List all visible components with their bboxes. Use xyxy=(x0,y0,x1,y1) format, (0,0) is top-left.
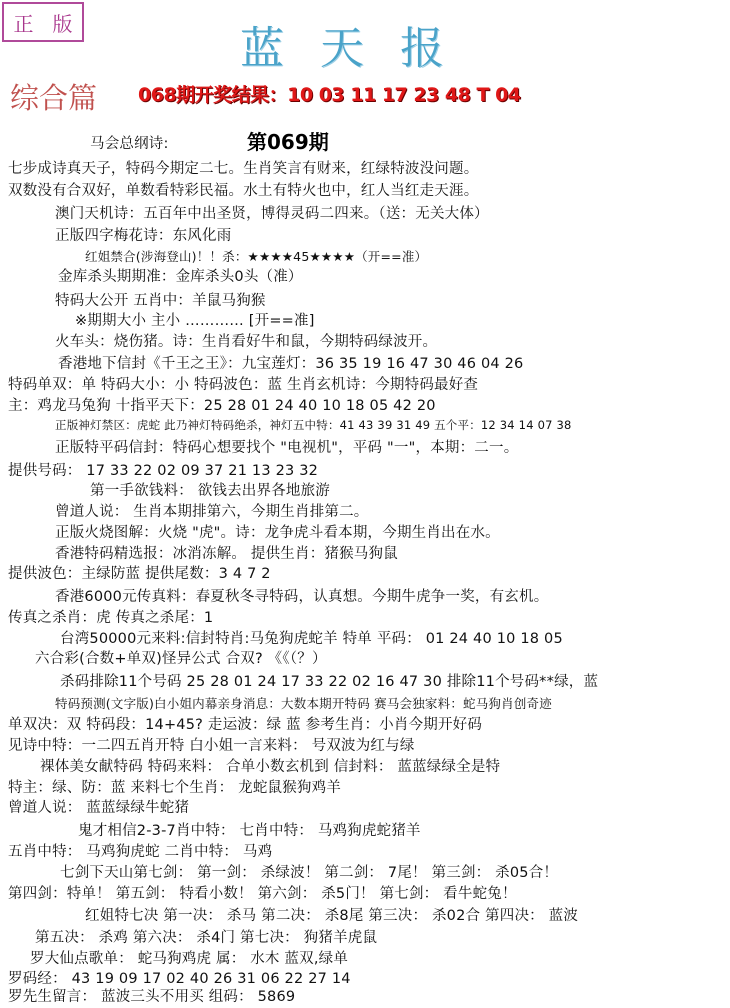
text-line: 香港6000元传真料：春夏秋冬寻特码，认真想。今期牛虎争一奖，有玄机。 xyxy=(55,589,549,605)
text-line: 主：鸡龙马兔狗 十指平天下：25 28 01 24 40 10 18 05 42 20 xyxy=(8,398,436,414)
text-line: 特主：绿、防：蓝 来料七个生肖： 龙蛇鼠猴狗鸡羊 xyxy=(8,780,342,796)
text-line: 单双决：双 特码段：14+45? 走运波：绿 蓝 参考生肖：小肖今期开好码 xyxy=(8,717,483,733)
text-line: 罗码经： 43 19 09 17 02 40 26 31 06 22 27 14 xyxy=(8,971,351,987)
text-line: 第一手欲钱料： 欲钱去出界各地旅游 xyxy=(90,483,331,499)
text-line: 特码预测(文字版)白小姐内幕亲身消息：大数本期开特码 赛马会独家料：蛇马狗肖创奇迹 xyxy=(55,696,552,711)
text-line: 裸体美女献特码 特码来料： 合单小数玄机到 信封料： 蓝蓝绿绿全是特 xyxy=(40,759,501,775)
text-line: 曾道人说： 生肖本期排第六，今期生肖排第二。 xyxy=(55,504,369,520)
draw-result: 068期开奖结果：10 03 11 17 23 48 T 04 xyxy=(138,84,521,106)
text-line: 正版四字梅花诗：东风化雨 xyxy=(55,228,232,244)
text-line: ※期期大小 主小 ………… [开==准] xyxy=(75,313,315,329)
text-line: 鬼才相信2-3-7肖中特： 七肖中特： 马鸡狗虎蛇猪羊 xyxy=(78,823,421,839)
text-line: 提供波色：主绿防蓝 提供尾数：3 4 7 2 xyxy=(8,566,271,582)
text-line: 马会总纲诗: xyxy=(90,136,169,152)
text-line: 双数没有合双好，单数看特彩民福。水土有特火也中，红人当红走天涯。 xyxy=(8,183,479,199)
text-line: 台湾50000元来料:信封特肖:马兔狗虎蛇羊 特单 平码： 01 24 40 10 18 05 xyxy=(60,631,563,647)
text-line: 罗大仙点歌单： 蛇马狗鸡虎 属： 水木 蓝双,绿单 xyxy=(30,951,349,967)
text-line: 传真之杀肖：虎 传真之杀尾：1 xyxy=(8,610,214,626)
text-line: 提供号码： 17 33 22 02 09 37 21 13 23 32 xyxy=(8,463,319,479)
text-line: 香港地下信封《千王之王》：九宝莲灯：36 35 19 16 47 30 46 04 26 xyxy=(58,356,524,372)
text-line: 正版特平码信封：特码心想要找个 "电视机"，平码 "一"，本期：二一。 xyxy=(55,440,519,456)
newspaper-title: 蓝天报 xyxy=(240,23,480,74)
text-line: 罗先生留言： 蓝波三头不用买 组码： 5869 xyxy=(8,989,296,1005)
text-line: 杀码排除11个号码 25 28 01 24 17 33 22 02 16 47 30 排除11个号码**绿，蓝 xyxy=(60,674,599,690)
text-line: 火车头：烧伤猪。诗：生肖看好牛和鼠，今期特码绿波开。 xyxy=(55,334,438,350)
text-line: 金库杀头期期准：金库杀头0头（准） xyxy=(58,269,303,285)
text-line: 见诗中特：一二四五肖开特 白小姐一言来料： 号双波为红与绿 xyxy=(8,738,415,754)
stamp-char-right: 版 xyxy=(52,11,73,36)
text-line: 七步成诗真天子，特码今期定二七。生肖笑言有财来，红绿特波没问题。 xyxy=(8,161,479,177)
text-line: 第五决： 杀鸡 第六决： 杀4门 第七决： 狗猪羊虎鼠 xyxy=(35,930,378,946)
issue-number: 第069期 xyxy=(247,130,329,154)
text-line: 七剑下天山第七剑： 第一剑： 杀绿波！ 第二剑： 7尾！ 第三剑： 杀05合！ xyxy=(60,865,559,881)
text-line: 特码单双：单 特码大小：小 特码波色：蓝 生肖玄机诗：今期特码最好查 xyxy=(8,377,479,393)
section-label: 综合篇 xyxy=(10,81,98,115)
text-line: 第四剑：特单！ 第五剑： 特看小数！ 第六剑： 杀5门！ 第七剑： 看牛蛇兔！ xyxy=(8,886,517,902)
text-line: 特码大公开 五肖中：羊鼠马狗猴 xyxy=(55,293,266,309)
text-line: 正版神灯禁区：虎蛇 此乃神灯特码绝杀，神灯五中特：41 43 39 31 49 五个平：12 34 14 07 38 xyxy=(55,418,572,432)
stamp-char-left: 正 xyxy=(13,11,34,36)
text-line: 六合彩(合数+单双)怪异公式 合双? 《《（？） xyxy=(35,651,327,667)
text-line: 红姐禁合(涉海登山)！！杀：★★★★45★★★★（开==准） xyxy=(85,249,428,264)
text-line: 五肖中特： 马鸡狗虎蛇 二肖中特： 马鸡 xyxy=(8,844,273,860)
text-line: 正版火烧图解：火烧 "虎"。诗：龙争虎斗看本期，今期生肖出在水。 xyxy=(55,525,500,541)
text-line: 曾道人说： 蓝蓝绿绿牛蛇猪 xyxy=(8,800,190,816)
text-line: 香港特码精选报：冰消冻解。 提供生肖：猪猴马狗鼠 xyxy=(55,546,398,562)
text-line: 红姐特七决 第一决： 杀马 第二决： 杀8尾 第三决： 杀02合 第四决： 蓝波 xyxy=(85,908,579,924)
text-line: 澳门天机诗：五百年中出圣贤，博得灵码二四来。（送：无关大体） xyxy=(55,206,489,222)
